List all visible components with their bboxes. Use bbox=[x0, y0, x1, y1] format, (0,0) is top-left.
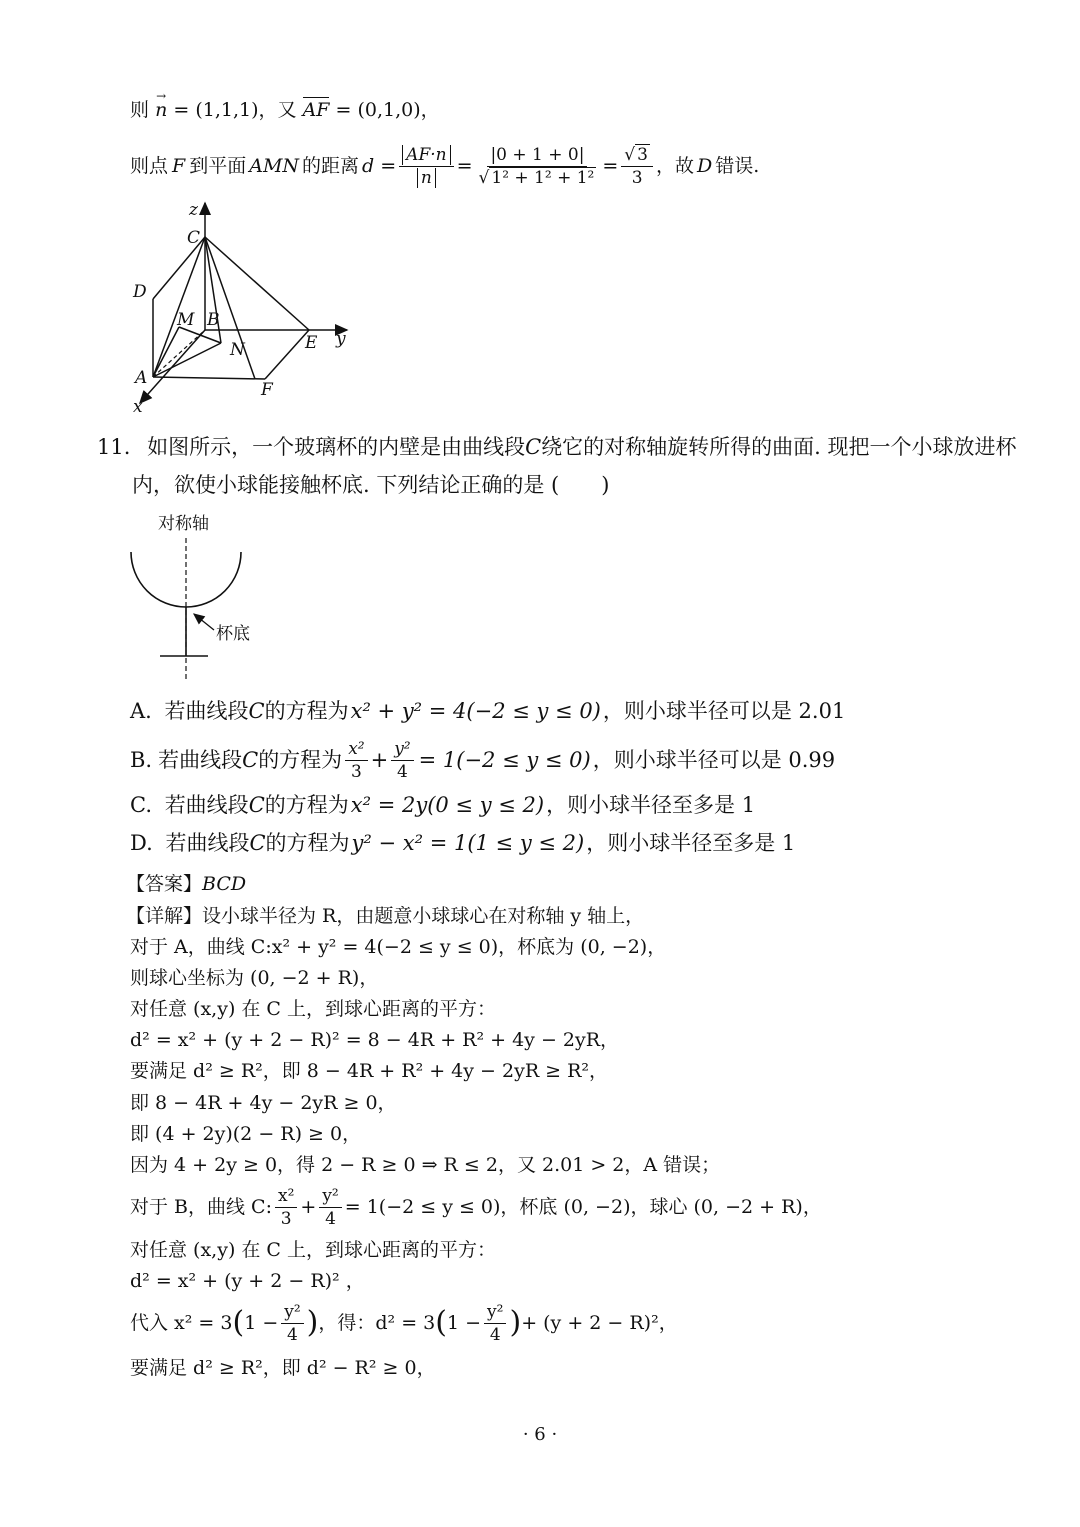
cup-figure bbox=[120, 508, 270, 680]
geometry-figure bbox=[125, 195, 365, 420]
label-x: x bbox=[133, 397, 143, 417]
detail-line-3: 则球心坐标为 (0, −2 + R)， bbox=[130, 967, 379, 989]
detail-line-9: 因为 4 + 2y ≥ 0，得 2 − R ≥ 0 ⇒ R ≤ 2，又 2.01 > 2，A 错误； bbox=[130, 1154, 721, 1176]
label-e: E bbox=[305, 333, 318, 353]
detail-line-7: 即 8 − 4R + 4y − 2yR ≥ 0， bbox=[130, 1092, 397, 1114]
vector-af: AF bbox=[302, 99, 330, 121]
line-distance-formula: 则点 F 到平面 AMN 的距离 d = $\frac{AF\cdot n}{n}$ = $\frac{|0 + 1 + 0|}{\text{√ 1² + 1² + 1²}}$ = $\frac{√ 3}{3}$ ，故 D 错误. bbox=[130, 144, 760, 188]
label-d: D bbox=[133, 282, 147, 302]
option-c: C. 若曲线段C的方程为x² = 2y(0 ≤ y ≤ 2)，则小球半径至多是 1 bbox=[130, 793, 756, 817]
detail-line-10: 对于 B，曲线 C: $\frac{\text{x²}}{3}$ + $\frac{\text{y²}}{4}$ = 1(−2 ≤ y ≤ 0)，杯底 (0, −2)，球心 (0, −2 + R)， bbox=[130, 1185, 822, 1229]
detail-line-2: 对于 A，曲线 C:x² + y² = 4(−2 ≤ y ≤ 0)，杯底为 (0, −2)， bbox=[130, 936, 667, 958]
label-y: y bbox=[336, 329, 346, 349]
label-f: F bbox=[261, 380, 273, 400]
detail-line-5: d² = x² + (y + 2 − R)² = 8 − 4R + R² + 4y − 2yR， bbox=[130, 1029, 620, 1051]
detail-line-6: 要满足 d² ≥ R²，即 8 − 4R + R² + 4y − 2yR ≥ R²， bbox=[130, 1060, 609, 1082]
detail-line-12: d² = x² + (y + 2 − R)² ， bbox=[130, 1270, 365, 1292]
label-b: B bbox=[207, 310, 220, 330]
fraction-sqrt3-over-3: $\frac{√ 3}{3}$ bbox=[621, 145, 653, 188]
option-b: B. 若曲线段 C 的方程为 $\frac{\text{x²}}{3}$ + $\frac{\text{y²}}{4}$ = 1(−2 ≤ y ≤ 0) ，则小球半径可以是 0.99 bbox=[130, 738, 836, 782]
label-cup-bottom: 杯底 bbox=[216, 624, 250, 644]
detail-line-13: 代入 x² = 3 ( 1 − $\frac{\text{y²}}{4}$ ) ，得：d² = 3 ( 1 − $\frac{\text{y²}}{4}$ ) + (y + 2 − R)²， bbox=[130, 1301, 678, 1345]
vector-n: → n bbox=[155, 97, 167, 123]
answer-line: 【答案】BCD bbox=[126, 873, 247, 895]
fraction-numeric: $\frac{|0 + 1 + 0|}{\text{√ 1² + 1² + 1²}}$ bbox=[478, 144, 595, 188]
detail-line-14: 要满足 d² ≥ R²，即 d² − R² ≥ 0， bbox=[130, 1357, 436, 1379]
fraction-af-dot-n: $\frac{AF\cdot n}{n}$ bbox=[399, 145, 453, 188]
page-number: · 6 · bbox=[522, 1424, 558, 1445]
detail-line-11: 对任意 (x,y) 在 C 上，到球心距离的平方： bbox=[130, 1239, 497, 1261]
detail-line-1: 【详解】设小球半径为 R，由题意小球球心在对称轴 y 轴上， bbox=[126, 905, 645, 927]
label-n: N bbox=[230, 340, 245, 360]
label-z: z bbox=[189, 200, 198, 220]
line-normal-vector: 则 → n = (1,1,1)，又 AF = (0,1,0)， bbox=[130, 97, 440, 123]
detail-line-4: 对任意 (x,y) 在 C 上，到球心距离的平方： bbox=[130, 998, 497, 1020]
option-a: A. 若曲线段C的方程为x² + y² = 4(−2 ≤ y ≤ 0)，则小球半径可以是 2.01 bbox=[130, 699, 846, 723]
label-c: C bbox=[187, 228, 201, 248]
question-11-line1: 11. 如图所示，一个玻璃杯的内壁是由曲线段C绕它的对称轴旋转所得的曲面. 现把一个小球放进杯 bbox=[97, 435, 1017, 459]
detail-line-8: 即 (4 + 2y)(2 − R) ≥ 0， bbox=[130, 1123, 362, 1145]
option-d: D. 若曲线段C的方程为y² − x² = 1(1 ≤ y ≤ 2)，则小球半径至多是 1 bbox=[130, 831, 796, 855]
label-a: A bbox=[135, 368, 148, 388]
label-axis: 对称轴 bbox=[158, 514, 209, 534]
label-m: M bbox=[177, 310, 195, 330]
question-11-line2: 内，欲使小球能接触杯底. 下列结论正确的是 ( ) bbox=[132, 473, 610, 497]
